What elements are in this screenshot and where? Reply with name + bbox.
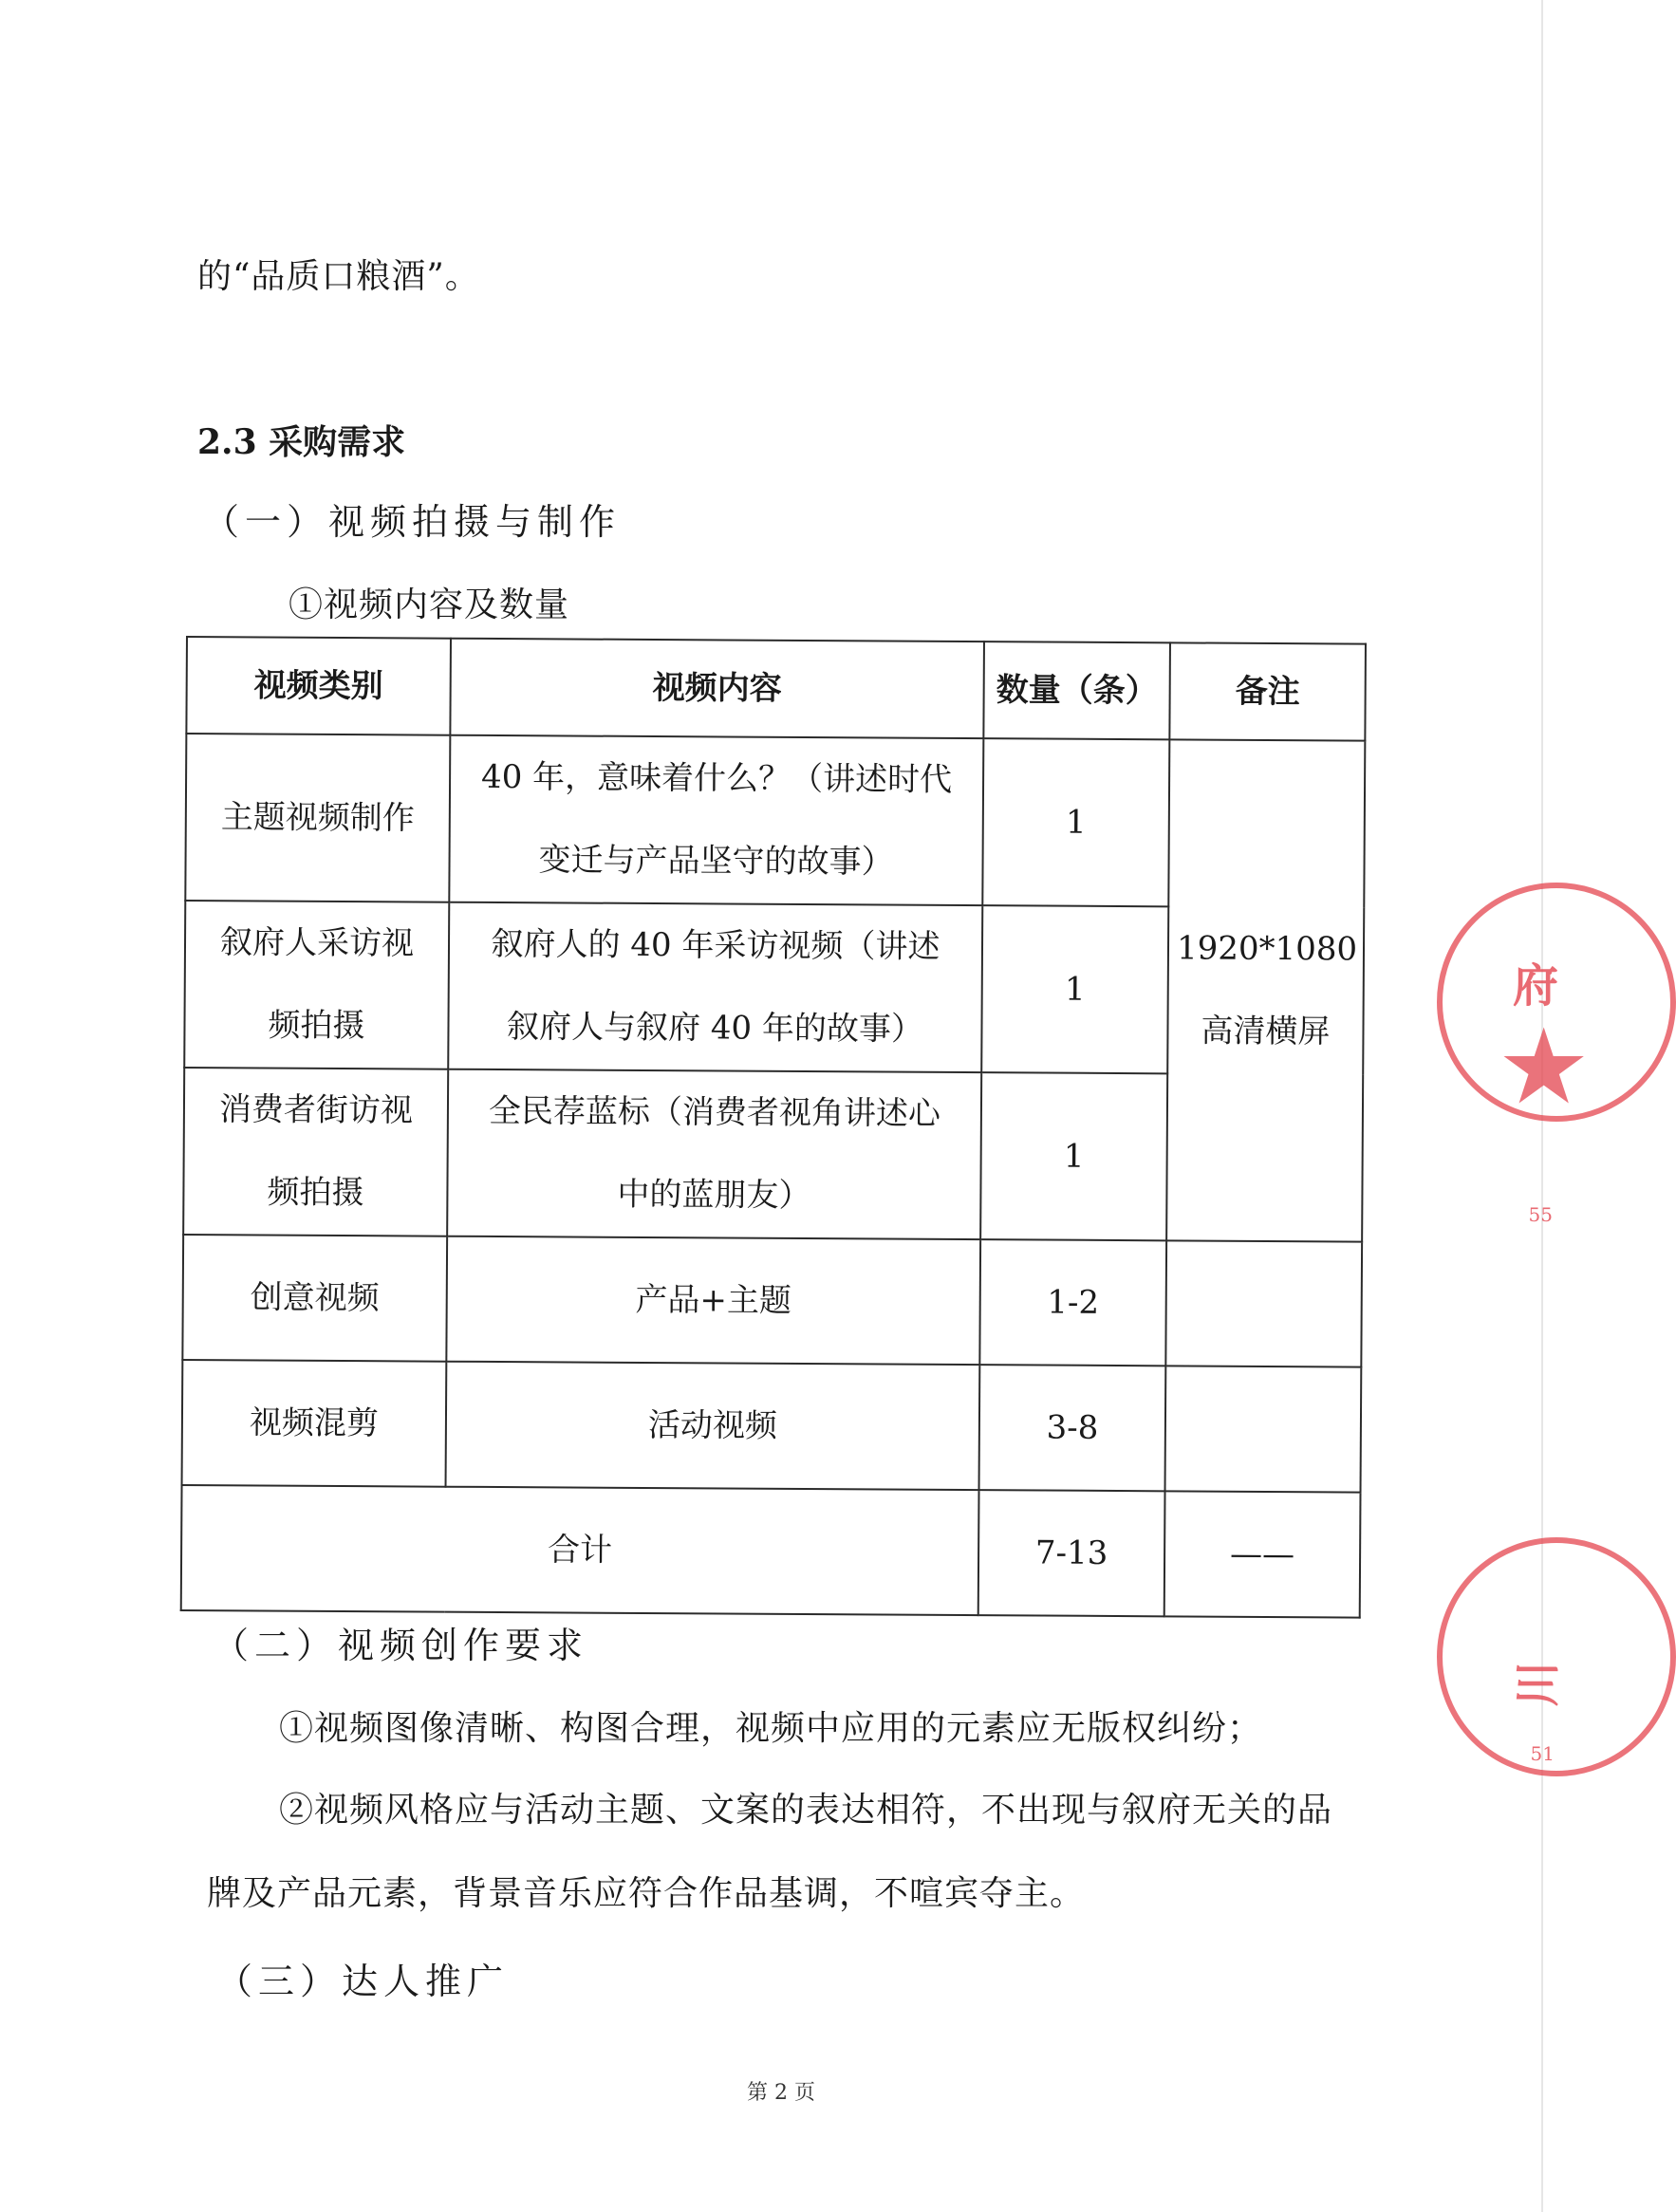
part2-item2-line2: 牌及产品元素，背景音乐应符合作品基调，不喧宾夺主。	[207, 1874, 1086, 1913]
note-format: 高清横屏	[1201, 1012, 1331, 1051]
part1-title: （一）视频拍摄与制作	[203, 501, 622, 543]
cell-category-line: 频拍摄	[268, 1006, 365, 1046]
cell-qty: 1	[982, 738, 1169, 906]
page-number: 第 2 页	[747, 2081, 815, 2105]
total-note: ——	[1164, 1491, 1361, 1617]
cell-category	[183, 1068, 448, 1236]
cell-note	[1165, 1366, 1362, 1492]
cell-qty: 1	[981, 905, 1168, 1073]
table-row	[182, 1235, 1362, 1367]
intro-tail: 的“品质口粮酒”。	[197, 257, 480, 296]
part2-item2-line1: ②视频风格应与活动主题、文案的表达相符，不出现与叙府无关的品	[279, 1791, 1333, 1830]
cell-content-line: 变迁与产品坚守的故事）	[538, 841, 894, 882]
header-qty: 数量（条）	[983, 641, 1170, 739]
cell-category	[184, 901, 449, 1069]
header-content: 视频内容	[450, 639, 984, 738]
cell-content-line: 中的蓝朋友）	[617, 1175, 811, 1216]
total-label: 合计	[181, 1485, 979, 1615]
part1-subtitle: ①视频内容及数量	[289, 586, 570, 624]
cell-category: 视频混剪	[182, 1360, 447, 1487]
header-note: 备注	[1169, 642, 1366, 740]
table-row	[185, 734, 1365, 908]
total-qty: 7-13	[978, 1490, 1165, 1616]
cell-category	[185, 734, 450, 902]
official-seal-lower	[1437, 1537, 1676, 1776]
table-row	[182, 1360, 1362, 1493]
cell-content-line: 叙府人与叙府 40 年的故事）	[506, 1008, 924, 1049]
cell-content-line: 叙府人的 40 年采访视频（讲述	[491, 924, 940, 966]
note-resolution: 1920*1080	[1176, 929, 1358, 969]
cell-qty: 1	[980, 1072, 1167, 1240]
part2-title: （二）视频创作要求	[213, 1625, 589, 1666]
header-category: 视频类别	[186, 637, 451, 735]
seal-char: 川	[1511, 1661, 1565, 1707]
cell-content	[447, 1069, 981, 1239]
cell-content: 活动视频	[446, 1362, 980, 1490]
cell-category-line: 频拍摄	[267, 1173, 364, 1213]
seal-number: 55	[1528, 1203, 1553, 1226]
cell-qty: 1-2	[979, 1239, 1166, 1366]
table-total-row	[181, 1485, 1361, 1618]
seal-number: 51	[1530, 1742, 1555, 1765]
cell-note-merged	[1166, 739, 1365, 1241]
cell-category-line: 叙府人采访视	[219, 923, 415, 963]
cell-category-line: 主题视频制作	[220, 797, 415, 837]
seal-star-icon: ★	[1497, 1006, 1591, 1127]
cell-content: 产品+主题	[446, 1236, 980, 1365]
section-title: 2.3 采购需求	[197, 422, 406, 462]
part3-title: （三）达人推广	[216, 1961, 510, 2002]
table-header-row	[186, 637, 1366, 741]
cell-content-line: 全民荐蓝标（消费者视角讲述心	[488, 1091, 941, 1133]
seal-char: 府	[1512, 959, 1558, 1013]
cell-category-line: 消费者街访视	[218, 1090, 414, 1130]
part2-item1: ①视频图像清晰、构图合理，视频中应用的元素应无版权纠纷；	[279, 1709, 1263, 1748]
cell-content	[449, 735, 983, 905]
cell-category: 创意视频	[182, 1235, 447, 1362]
cell-content-line: 40 年，意味着什么？（讲述时代	[480, 757, 953, 799]
cell-qty: 3-8	[979, 1365, 1166, 1491]
video-table	[180, 636, 1367, 1619]
cell-note	[1165, 1240, 1362, 1366]
cell-content	[448, 902, 982, 1072]
